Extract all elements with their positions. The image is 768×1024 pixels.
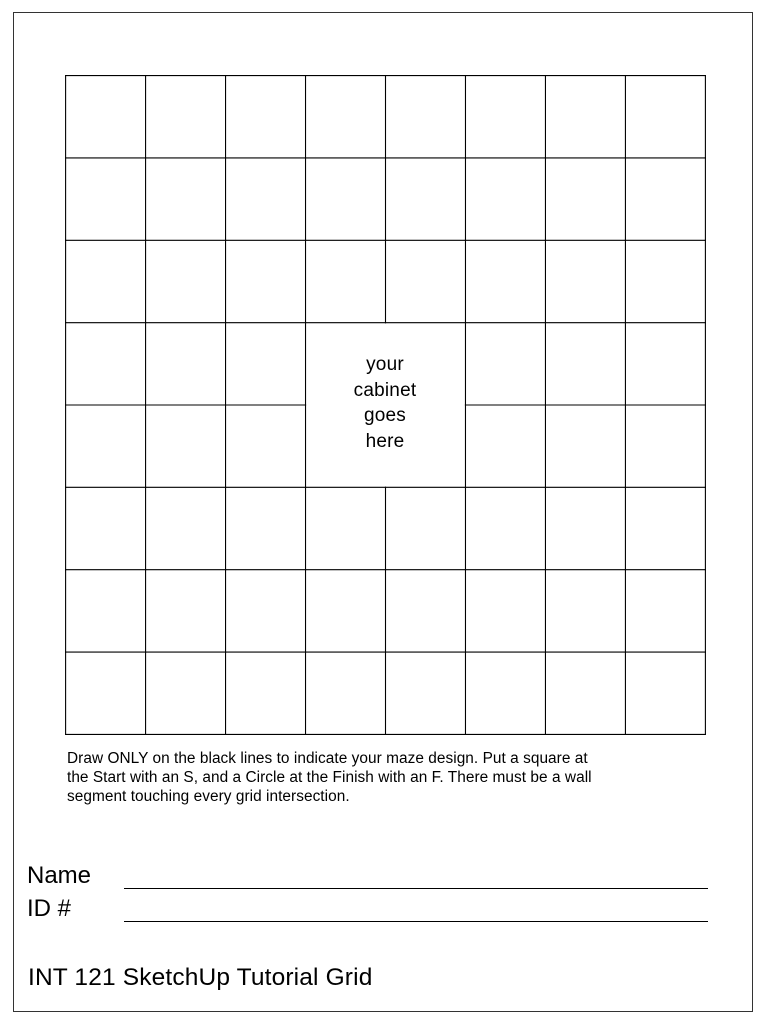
instructions-line: Draw ONLY on the black lines to indicate your maze design. Put a square at bbox=[67, 750, 588, 767]
cabinet-label-line: cabinet bbox=[353, 379, 417, 401]
name-write-line[interactable] bbox=[124, 888, 708, 889]
cabinet-placeholder-label bbox=[305, 352, 465, 454]
cabinet-label-line: your bbox=[366, 354, 404, 375]
instructions-line: segment touching every grid intersection. bbox=[67, 788, 350, 805]
document-title: INT 121 SketchUp Tutorial Grid bbox=[28, 964, 373, 991]
name-label: Name bbox=[27, 862, 92, 889]
cabinet-label-line: goes bbox=[363, 405, 406, 426]
id-write-line[interactable] bbox=[124, 921, 708, 922]
id-label: ID # bbox=[27, 895, 72, 922]
cabinet-label-line: here bbox=[365, 430, 405, 452]
instructions-line: the Start with an S, and a Circle at the Finish with an F. There must be a wall bbox=[67, 769, 592, 786]
instructions-text bbox=[67, 749, 737, 806]
